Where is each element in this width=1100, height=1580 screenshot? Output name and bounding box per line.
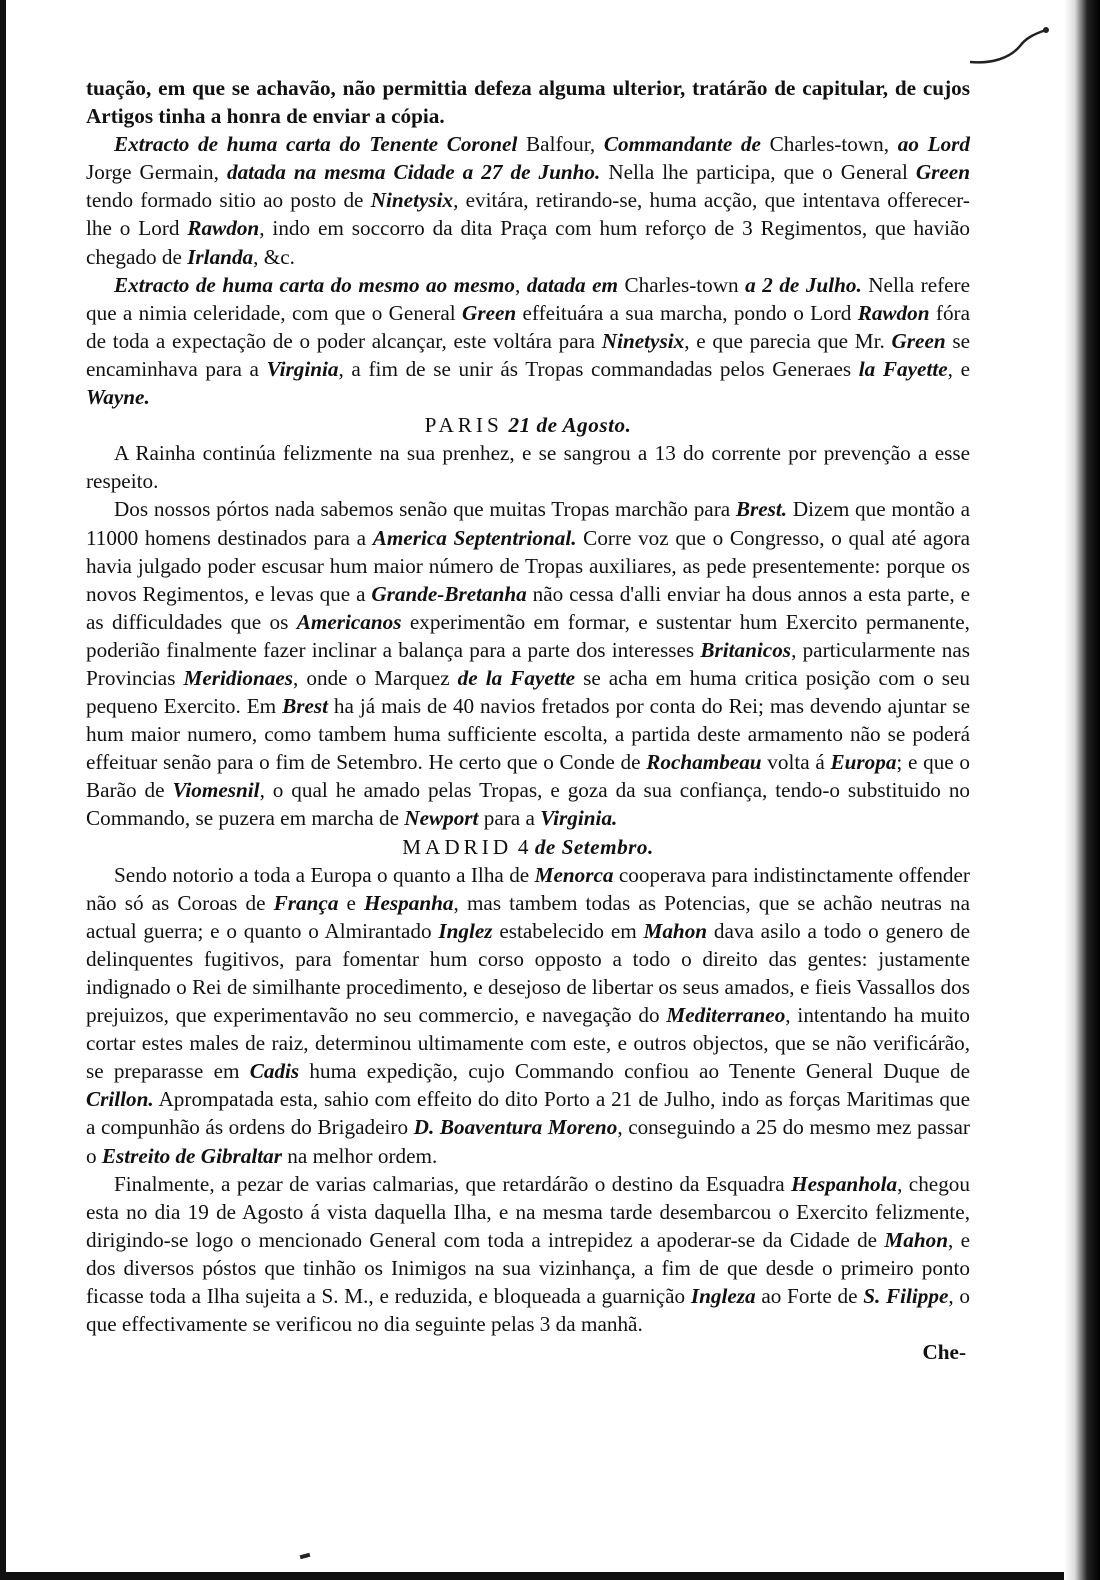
italic-run: a 2 de Julho. (745, 272, 862, 297)
italic-run: datada na mesma Cidade a 27 de Junho. (226, 160, 601, 185)
italic-run: Rawdon (187, 216, 260, 241)
text-run: , mas tambem todas as Potencias, que se achão neutras na actual guerra; e o quanto o Almirantado (86, 890, 970, 943)
text-run: , e que parecia que Mr. (684, 328, 892, 353)
text-run: Jorge Germain, (86, 160, 227, 185)
dateline-city: MADRID (402, 834, 513, 859)
italic-run: França (273, 890, 339, 915)
text-run: , particularmente nas Provincias (86, 637, 971, 690)
text-run: para a (478, 806, 541, 831)
text-run: , e dos diversos póstos que tinhão os Inimigos na sua vizinhança, a fim de que desde o primeiro ponto ficasse toda a Ilha sujeita a S. M., e reduzida, e bloqueada a guarnição (86, 1227, 970, 1309)
italic-run: Extracto de huma carta do mesmo ao mesmo (114, 272, 515, 297)
text-run: e (338, 890, 365, 915)
italic-run: D. Boaventura Moreno (413, 1115, 618, 1140)
text-run: , o que effectivamente se verificou no dia seguinte pelas 3 da manhã. (86, 1284, 971, 1337)
paragraph (86, 1170, 970, 1339)
text-run: Aprompatada esta, sahio com effeito do dito Porto a 21 de Julho, indo as forças Maritimas que a compunhão ás ordens do Brigadeiro (86, 1087, 970, 1140)
text-run: tendo formado sitio ao posto de (86, 188, 371, 213)
italic-run: ao Lord (897, 132, 971, 157)
italic-run: Hespanhola (791, 1171, 898, 1196)
text-run: ao Forte de (755, 1284, 864, 1309)
italic-run: Mahon (884, 1227, 948, 1252)
italic-run: Inglez (438, 918, 493, 943)
paragraph (86, 439, 970, 495)
text-run: experimentão em formar, e sustentar hum Exercito permanente, poderião finalmente fazer inclinar a balança para a parte dos interesses (86, 609, 970, 662)
italic-run: Meridionaes (183, 665, 294, 690)
text-run: 4 (512, 834, 535, 859)
italic-run: Europa (830, 750, 897, 775)
text-run: na melhor ordem. (282, 1143, 438, 1168)
text-run: , o qual he amado pelas Tropas, e goza da sua confiança, tendo-o substituido no Commando, se puzera em marcha de (86, 778, 971, 831)
text-run: Nella lhe participa, que o General (600, 160, 916, 185)
section-heading (86, 411, 970, 439)
italic-run: Virginia (266, 356, 339, 381)
italic-run: la Fayette (858, 356, 948, 381)
italic-run: Menorca (534, 862, 614, 887)
text-run: effeituára a sua marcha, pondo o Lord (516, 300, 858, 325)
paragraph (86, 271, 970, 411)
italic-run: Britanicos (700, 637, 792, 662)
text-run: Finalmente, a pezar de varias calmarias, que retardárão o destino da Esquadra (114, 1171, 792, 1196)
italic-run: Green (891, 328, 946, 353)
italic-run: Irlanda (187, 244, 254, 269)
text-run: estabelecido em (492, 918, 644, 943)
text-run: ; e que o Barão de (86, 750, 970, 803)
text-run: Charles-town, (760, 132, 898, 157)
text-run: , intentando ha muito cortar estes males de raiz, determinou ultimamente com este, e outros objectos, que se não verificárão, se preparasse em (86, 1003, 970, 1084)
text-run: , conseguindo a 25 do mesmo mez passar o (86, 1115, 970, 1168)
text-run: não cessa d'alli enviar ha dous annos a esta parte, e as difficuldades que os (86, 581, 970, 634)
italic-run: Ingleza (690, 1284, 756, 1309)
text-run: se acha em huma critica posição com o seu pequeno Exercito. Em (86, 665, 970, 719)
text-run: Dizem que montão a 11000 homens destinados para a (86, 497, 970, 550)
paragraph (86, 861, 970, 1170)
text-run: , (514, 272, 527, 297)
italic-run: Cadis (249, 1059, 300, 1084)
italic-run: Crillon. (86, 1087, 154, 1112)
italic-run: Americanos (296, 609, 402, 634)
section-heading (86, 833, 970, 861)
italic-run: Mediterraneo (666, 1003, 786, 1028)
italic-run: Newport (404, 806, 479, 831)
paragraph (86, 130, 970, 270)
italic-run: Green (462, 300, 517, 325)
ink-blot (300, 1553, 311, 1559)
text-run: Corre voz que o Congresso, o qual até agora havia julgado poder escusar hum maior número de Tropas auxiliares, as pede presentemente: porque os novos Regimentos, e levas que a (86, 525, 971, 606)
italic-run: Rochambeau (646, 750, 762, 775)
italic-run: Virginia. (540, 806, 618, 831)
text-run: Sendo notorio a toda a Europa o quanto a Ilha de (114, 862, 535, 887)
text-run: Balfour, (517, 132, 604, 157)
text-run: fóra de toda a expectação de o poder alcançar, este voltára para (86, 300, 970, 353)
text-run: Charles-town (618, 272, 746, 297)
text-run: , e (947, 356, 970, 381)
italic-run: 21 de Agosto. (508, 413, 632, 438)
text-run: Nella refere que a nimia celeridade, com que o General (86, 272, 971, 325)
text-run: dava asilo a todo o genero de delinquentes fugitivos, para fomentar hum corso opposto a todo o direito das gentes: justamente indignado o Rei de similhante procedimento, e desejoso de libertar os seus amados, e fieis Vassallos dos prejuizos, que experimentavão no seu commercio, e navegação do (86, 918, 970, 1028)
dateline-city: PARIS (424, 413, 503, 438)
italic-run: Wayne. (86, 385, 150, 410)
italic-run: Extracto de huma carta do Tenente Coronel (114, 132, 518, 157)
text-run: , &c. (253, 244, 295, 269)
text-run: tuação, em que se achavão, não permittia defeza alguma ulterior, tratárão de capitular, de cujos Artigos tinha a honra de enviar a cópia. (86, 76, 970, 129)
text-run: huma expedição, cujo Commando confiou ao Tenente General Duque de (299, 1059, 970, 1084)
text-run: ha já mais de 40 navios fretados por conta do Rei; mas devendo ajuntar se hum maior numero, como tambem huma sufficiente escolta, a partida deste armamento não se poderá effeituar senão para o fim de Setembro. He certo que o Conde de (86, 694, 970, 775)
text-run: , onde o Marquez (293, 665, 458, 690)
page-bottom-edge (0, 1572, 1100, 1580)
italic-run: datada em (526, 272, 618, 297)
text-run: , chegou esta no dia 19 de Agosto á vista daquella Ilha, e na mesma tarde desembarcou o Exercito felizmente, dirigindo-se logo o mencionado General com toda a intrepidez a apoderar-se da Cidade de (86, 1171, 970, 1252)
text-run: , evitára, retirando-se, huma acção, que intentava offerecer-lhe o Lord (86, 188, 970, 241)
italic-run: America Septentrional. (372, 525, 577, 550)
text-run: , a fim de se unir ás Tropas commandadas pelos Generaes (338, 356, 859, 381)
text-run: cooperava para indistinctamente offender não só as Coroas de (86, 862, 970, 915)
italic-run: Rawdon (857, 300, 930, 325)
italic-run: Ninetysix (370, 188, 454, 213)
italic-run: Ninetysix (601, 328, 685, 353)
text-run: A Rainha continúa felizmente na sua prenhez, e se sangrou a 13 do corrente por prevenção a esse respeito. (86, 441, 970, 494)
text-run: Dos nossos pórtos nada sabemos senão que muitas Tropas marchão para (114, 497, 736, 522)
italic-run: de la Fayette (457, 665, 575, 690)
text-run: volta á (761, 750, 831, 775)
italic-run: Grande-Bretanha (371, 581, 527, 606)
italic-run: S. Filippe (863, 1284, 949, 1309)
italic-run: Hespanha (364, 890, 454, 915)
paragraph (86, 74, 970, 130)
italic-run: Green (915, 160, 970, 185)
italic-run: Commandante de (603, 132, 761, 157)
italic-run: de Setembro. (534, 834, 654, 859)
italic-run: Viomesnil (172, 778, 260, 803)
catchword: Che- (922, 1340, 966, 1365)
ink-smudge-mark (962, 18, 1052, 78)
text-run: se encaminhava para a (86, 328, 970, 381)
italic-run: Brest. (735, 497, 788, 522)
italic-run: Estreito de Gibraltar (101, 1143, 282, 1168)
paragraph (86, 495, 970, 832)
text-run: , indo em soccorro da dita Praça com hum reforço de 3 Regimentos, que havião chegado de (86, 216, 970, 269)
italic-run: Brest (282, 694, 328, 719)
italic-run: Mahon (643, 918, 708, 943)
body-text (86, 74, 970, 1366)
